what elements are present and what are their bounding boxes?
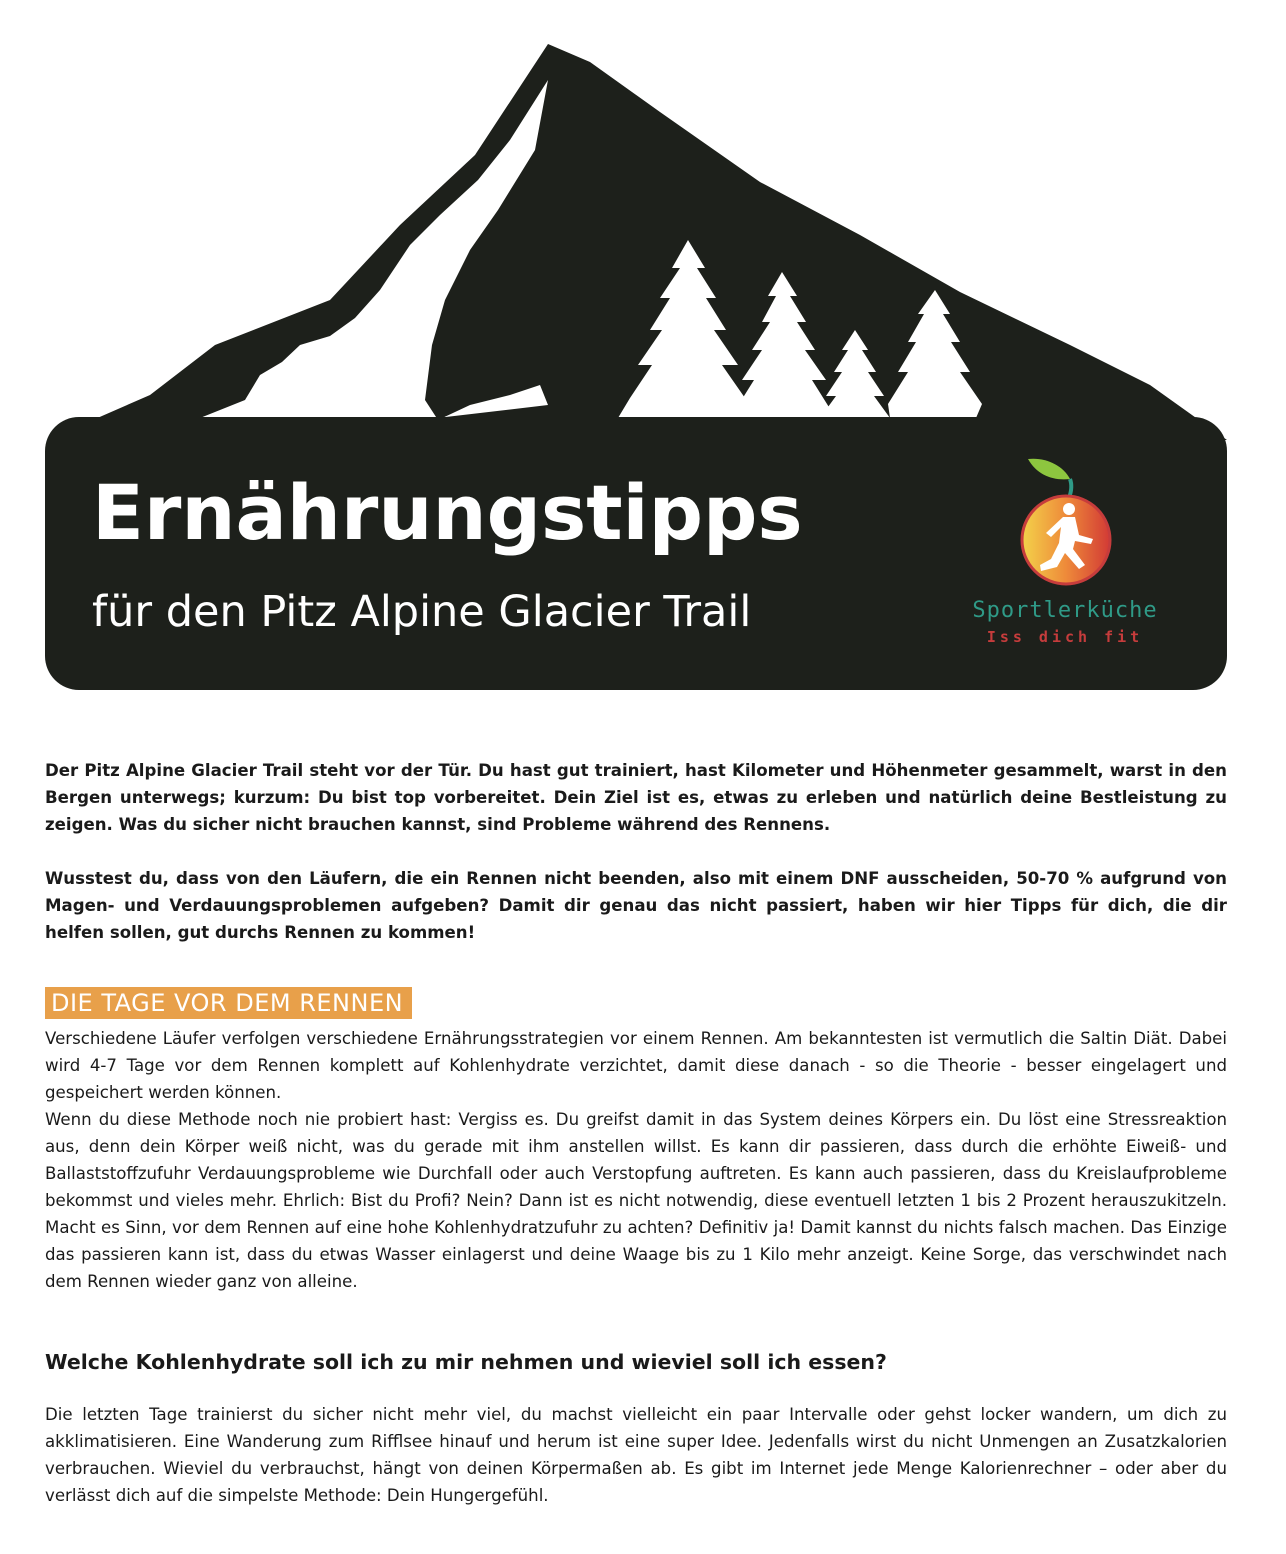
sportlerkueche-logo	[945, 453, 1195, 653]
logo-name: Sportlerküche	[972, 598, 1158, 623]
page-title: Ernährungstipps	[92, 468, 803, 557]
title-banner	[45, 417, 1227, 690]
header-hero	[0, 0, 1286, 700]
intro-paragraph-2: Wusstest du, dass von den Läufern, die ein Rennen nicht beenden, also mit einem DNF ausscheiden, 50-70 % aufgrund von Magen- und Verdauungsproblemen aufgeben? Damit dir genau das nicht passiert, haben wir hier Tipps für dich, die dir helfen sollen, gut durchs Rennen zu kommen!	[45, 869, 1227, 942]
section-1-paragraph-2: Wenn du diese Methode noch nie probiert hast: Vergiss es. Du greifst damit in das System deines Körpers ein. Du löst eine Stressreaktion aus, denn dein Körper weiß nicht, was du gerade mit ihm anstellen willst. Es kann dir passieren, dass durch die erhöhte Eiweiß- und Ballaststoffzufuhr Verdauungsprobleme wie Durchfall oder auch Verstopfung auftreten. Es kann auch passieren, dass du Kreislaufprobleme bekommst und vieles mehr. Ehrlich: Bist du Profi? Nein? Dann ist es nicht notwendig, diese eventuell letzten 1 bis 2 Prozent herauszukitzeln. Macht es Sinn, vor dem Rennen auf eine hohe Kohlenhydratzufuhr zu achten? Definitiv ja! Damit kannst du nichts falsch machen. Das Einzige das passieren kann ist, dass du etwas Wasser einlagerst und deine Waage bis zu 1 Kilo mehr anzeigt. Keine Sorge, das verschwindet nach dem Rennen wieder ganz von alleine.	[45, 1110, 1227, 1291]
section-1-paragraph-1: Verschiedene Läufer verfolgen verschiedene Ernährungsstrategien vor einem Rennen. Am bekanntesten ist vermutlich die Saltin Diät. Dabei wird 4-7 Tage vor dem Rennen komplett auf Kohlenhydrate verzichtet, damit diese danach - so die Theorie - besser eingelagert und gespeichert werden können.	[45, 1029, 1227, 1102]
intro-paragraph-1: Der Pitz Alpine Glacier Trail steht vor der Tür. Du hast gut trainiert, hast Kilometer und Höhenmeter gesammelt, warst in den Bergen unterwegs; kurzum: Du bist top vorbereitet. Dein Ziel ist es, etwas zu erleben und natürlich deine Bestleistung zu zeigen. Was du sicher nicht brauchen kannst, sind Probleme während des Rennens.	[45, 761, 1227, 834]
section-heading-days-before: DIE TAGE VOR DEM RENNEN	[45, 987, 412, 1019]
apple-runner-icon	[945, 453, 1185, 598]
logo-tagline: Iss dich fit	[986, 628, 1144, 646]
leaf-icon	[1028, 459, 1070, 480]
page-subtitle: für den Pitz Alpine Glacier Trail	[92, 587, 752, 637]
section-2-paragraph-1: Die letzten Tage trainierst du sicher nicht mehr viel, du machst vielleicht ein paar Intervalle oder gehst locker wandern, um dich zu akklimatisieren. Eine Wanderung zum Rifflsee hinauf und herum ist eine super Idee. Jedenfalls wirst du nicht Unmengen an Zusatzkalorien verbrauchen. Wieviel du verbrauchst, hängt von deinen Körpermaßen ab. Es gibt im Internet jede Menge Kalorienrechner – oder aber du verlässt dich auf die simpelste Methode: Dein Hungergefühl.	[45, 1405, 1227, 1505]
mountain-silhouette	[47, 44, 1227, 440]
section-heading-carbohydrates: Welche Kohlenhydrate soll ich zu mir nehmen und wieviel soll ich essen?	[45, 1350, 887, 1374]
article-body	[45, 757, 1227, 1509]
